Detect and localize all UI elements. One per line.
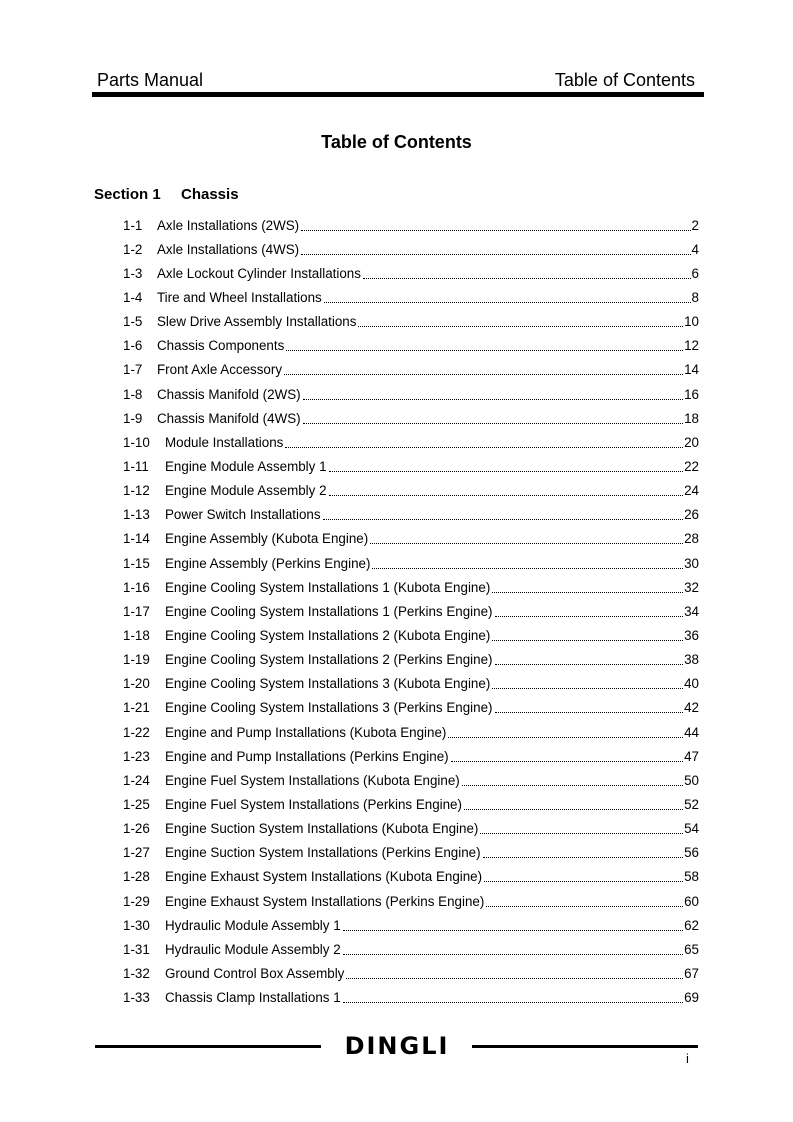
toc-entry[interactable] bbox=[123, 913, 699, 937]
toc-entry[interactable] bbox=[123, 961, 699, 985]
toc-entry-title: Front Axle Accessory bbox=[157, 362, 283, 378]
toc-entry[interactable] bbox=[123, 986, 699, 1010]
toc-entry-title: Chassis Manifold (4WS) bbox=[157, 410, 301, 426]
toc-entry-title: Engine Fuel System Installations (Kubota Engine) bbox=[165, 772, 460, 788]
toc-entry-title: Slew Drive Assembly Installations bbox=[157, 314, 357, 330]
toc-entry-page: 24 bbox=[684, 483, 699, 499]
toc-entry-page: 12 bbox=[684, 338, 699, 354]
toc-dot-leader bbox=[303, 389, 683, 400]
toc-entry[interactable] bbox=[123, 623, 699, 647]
toc-dot-leader bbox=[285, 437, 683, 448]
toc-dot-leader bbox=[495, 606, 684, 617]
toc-entry-page: 2 bbox=[691, 217, 699, 233]
toc-entry-number: 1-23 bbox=[123, 748, 150, 764]
toc-entry-page: 58 bbox=[684, 869, 699, 885]
toc-entry[interactable] bbox=[123, 406, 699, 430]
toc-dot-leader bbox=[492, 678, 683, 689]
toc-entry-page: 36 bbox=[684, 627, 699, 643]
toc-entry-number: 1-9 bbox=[123, 410, 143, 426]
toc-dot-leader bbox=[495, 654, 684, 665]
toc-entry[interactable] bbox=[123, 817, 699, 841]
toc-entry-title: Chassis Components bbox=[157, 338, 285, 354]
toc-entry-page: 44 bbox=[684, 724, 699, 740]
toc-entry-page: 40 bbox=[684, 676, 699, 692]
toc-entry-page: 10 bbox=[684, 314, 699, 330]
footer-divider-left bbox=[95, 1045, 321, 1048]
toc-entry[interactable] bbox=[123, 261, 699, 285]
toc-entry-page: 30 bbox=[684, 555, 699, 571]
toc-entry-page: 65 bbox=[684, 941, 699, 957]
toc-entry-page: 16 bbox=[684, 386, 699, 402]
toc-entry-page: 14 bbox=[684, 362, 699, 378]
toc-dot-leader bbox=[346, 968, 683, 979]
toc-dot-leader bbox=[486, 896, 683, 907]
toc-entry-number: 1-20 bbox=[123, 676, 150, 692]
toc-entry-page: 8 bbox=[691, 289, 699, 305]
toc-entry-number: 1-21 bbox=[123, 700, 150, 716]
toc-entry[interactable] bbox=[123, 575, 699, 599]
header-manual-title: Parts Manual bbox=[97, 70, 204, 90]
toc-dot-leader bbox=[303, 413, 683, 424]
toc-entry[interactable] bbox=[123, 382, 699, 406]
toc-entry[interactable] bbox=[123, 358, 699, 382]
toc-list bbox=[123, 213, 699, 1010]
toc-dot-leader bbox=[324, 292, 691, 303]
section-heading bbox=[94, 186, 239, 203]
toc-dot-leader bbox=[464, 799, 683, 810]
toc-entry-title: Engine Suction System Installations (Perkins Engine) bbox=[165, 845, 481, 861]
toc-entry-page: 34 bbox=[684, 603, 699, 619]
toc-entry-number: 1-29 bbox=[123, 893, 150, 909]
toc-entry-title: Chassis Clamp Installations 1 bbox=[165, 990, 341, 1006]
toc-entry-title: Ground Control Box Assembly bbox=[165, 965, 345, 981]
toc-entry-page: 50 bbox=[684, 772, 699, 788]
toc-entry[interactable] bbox=[123, 792, 699, 816]
toc-entry[interactable] bbox=[123, 696, 699, 720]
toc-entry[interactable] bbox=[123, 479, 699, 503]
toc-entry[interactable] bbox=[123, 744, 699, 768]
toc-entry[interactable] bbox=[123, 237, 699, 261]
toc-entry[interactable] bbox=[123, 334, 699, 358]
toc-dot-leader bbox=[451, 751, 683, 762]
toc-entry-page: 20 bbox=[684, 434, 699, 450]
toc-entry-number: 1-1 bbox=[123, 217, 143, 233]
toc-dot-leader bbox=[372, 558, 683, 569]
toc-dot-leader bbox=[301, 244, 690, 255]
toc-entry-number: 1-17 bbox=[123, 603, 150, 619]
toc-dot-leader bbox=[492, 630, 683, 641]
toc-entry-title: Engine Fuel System Installations (Perkins Engine) bbox=[165, 796, 462, 812]
toc-entry-number: 1-7 bbox=[123, 362, 143, 378]
toc-dot-leader bbox=[358, 316, 683, 327]
toc-dot-leader bbox=[284, 364, 683, 375]
toc-entry-title: Axle Installations (4WS) bbox=[157, 241, 300, 257]
toc-entry-title: Engine Cooling System Installations 1 (Kubota Engine) bbox=[165, 579, 491, 595]
toc-dot-leader bbox=[323, 509, 684, 520]
toc-entry-title: Axle Installations (2WS) bbox=[157, 217, 300, 233]
toc-dot-leader bbox=[301, 220, 690, 231]
toc-entry-page: 38 bbox=[684, 652, 699, 668]
toc-entry-page: 42 bbox=[684, 700, 699, 716]
toc-entry-page: 54 bbox=[684, 821, 699, 837]
toc-entry-number: 1-10 bbox=[123, 434, 150, 450]
page-title: Table of Contents bbox=[321, 132, 472, 152]
toc-entry-number: 1-18 bbox=[123, 627, 150, 643]
toc-dot-leader bbox=[329, 485, 684, 496]
toc-entry-title: Engine Assembly (Perkins Engine) bbox=[165, 555, 371, 571]
toc-entry-page: 22 bbox=[684, 458, 699, 474]
toc-entry-title: Axle Lockout Cylinder Installations bbox=[157, 265, 361, 281]
toc-entry-number: 1-15 bbox=[123, 555, 150, 571]
toc-dot-leader bbox=[329, 461, 684, 472]
header-divider bbox=[92, 92, 704, 97]
toc-dot-leader bbox=[343, 944, 683, 955]
toc-entry-title: Engine Cooling System Installations 2 (Perkins Engine) bbox=[165, 652, 493, 668]
toc-entry-page: 47 bbox=[684, 748, 699, 764]
toc-entry-number: 1-25 bbox=[123, 796, 150, 812]
toc-entry-page: 32 bbox=[684, 579, 699, 595]
toc-dot-leader bbox=[370, 533, 683, 544]
toc-entry-title: Engine Exhaust System Installations (Kubota Engine) bbox=[165, 869, 483, 885]
toc-entry[interactable] bbox=[123, 503, 699, 527]
toc-entry-title: Hydraulic Module Assembly 2 bbox=[165, 941, 341, 957]
toc-entry[interactable] bbox=[123, 720, 699, 744]
toc-dot-leader bbox=[343, 992, 683, 1003]
toc-entry-title: Engine Module Assembly 2 bbox=[165, 483, 327, 499]
header-section-title: Table of Contents bbox=[554, 70, 695, 90]
toc-entry[interactable] bbox=[123, 310, 699, 334]
toc-entry-number: 1-24 bbox=[123, 772, 150, 788]
toc-entry-title: Module Installations bbox=[165, 434, 284, 450]
toc-entry-number: 1-3 bbox=[123, 265, 143, 281]
footer-divider-right bbox=[472, 1045, 698, 1048]
toc-entry[interactable] bbox=[123, 841, 699, 865]
toc-entry-title: Engine Cooling System Installations 3 (Perkins Engine) bbox=[165, 700, 493, 716]
toc-dot-leader bbox=[343, 920, 683, 931]
toc-entry-title: Engine Assembly (Kubota Engine) bbox=[165, 531, 369, 547]
toc-entry[interactable] bbox=[123, 527, 699, 551]
toc-entry-number: 1-28 bbox=[123, 869, 150, 885]
toc-entry-page: 52 bbox=[684, 796, 699, 812]
toc-entry[interactable] bbox=[123, 213, 699, 237]
toc-entry-number: 1-6 bbox=[123, 338, 143, 354]
toc-entry-page: 56 bbox=[684, 845, 699, 861]
toc-entry[interactable] bbox=[123, 285, 699, 309]
toc-entry-page: 26 bbox=[684, 507, 699, 523]
toc-dot-leader bbox=[492, 582, 683, 593]
toc-entry-page: 60 bbox=[684, 893, 699, 909]
toc-entry-number: 1-8 bbox=[123, 386, 143, 402]
toc-entry[interactable] bbox=[123, 648, 699, 672]
toc-entry-page: 67 bbox=[684, 965, 699, 981]
toc-entry-number: 1-26 bbox=[123, 821, 150, 837]
toc-dot-leader bbox=[448, 727, 683, 738]
toc-entry[interactable] bbox=[123, 672, 699, 696]
toc-entry-title: Engine and Pump Installations (Perkins Engine) bbox=[165, 748, 449, 764]
section-name: Chassis bbox=[181, 186, 239, 203]
toc-entry[interactable] bbox=[123, 768, 699, 792]
toc-dot-leader bbox=[286, 340, 683, 351]
toc-entry[interactable] bbox=[123, 551, 699, 575]
toc-entry[interactable] bbox=[123, 937, 699, 961]
toc-dot-leader bbox=[495, 702, 684, 713]
toc-entry-number: 1-5 bbox=[123, 314, 143, 330]
toc-entry-number: 1-27 bbox=[123, 845, 150, 861]
toc-dot-leader bbox=[484, 871, 683, 882]
toc-entry-number: 1-16 bbox=[123, 579, 150, 595]
toc-entry-title: Chassis Manifold (2WS) bbox=[157, 386, 301, 402]
toc-entry-number: 1-30 bbox=[123, 917, 150, 933]
page-number: i bbox=[686, 1051, 689, 1066]
toc-entry-number: 1-4 bbox=[123, 289, 143, 305]
toc-entry-page: 4 bbox=[691, 241, 699, 257]
toc-entry-number: 1-32 bbox=[123, 965, 150, 981]
toc-entry[interactable] bbox=[123, 430, 699, 454]
toc-entry-number: 1-11 bbox=[123, 458, 149, 474]
toc-entry[interactable] bbox=[123, 865, 699, 889]
toc-entry-page: 28 bbox=[684, 531, 699, 547]
toc-entry-number: 1-19 bbox=[123, 652, 150, 668]
section-number: Section 1 bbox=[94, 186, 161, 203]
toc-entry-number: 1-12 bbox=[123, 483, 150, 499]
toc-entry-number: 1-13 bbox=[123, 507, 150, 523]
toc-dot-leader bbox=[363, 268, 691, 279]
toc-entry-page: 62 bbox=[684, 917, 699, 933]
toc-entry-number: 1-2 bbox=[123, 241, 143, 257]
toc-entry[interactable] bbox=[123, 454, 699, 478]
toc-entry-title: Engine and Pump Installations (Kubota Engine) bbox=[165, 724, 447, 740]
toc-entry-number: 1-33 bbox=[123, 990, 150, 1006]
toc-entry[interactable] bbox=[123, 599, 699, 623]
toc-dot-leader bbox=[462, 775, 683, 786]
toc-entry-title: Engine Exhaust System Installations (Perkins Engine) bbox=[165, 893, 485, 909]
toc-dot-leader bbox=[480, 823, 683, 834]
toc-entry-title: Power Switch Installations bbox=[165, 507, 321, 523]
toc-entry-number: 1-14 bbox=[123, 531, 150, 547]
toc-entry-title: Engine Cooling System Installations 1 (Perkins Engine) bbox=[165, 603, 493, 619]
toc-entry-number: 1-22 bbox=[123, 724, 150, 740]
page-header bbox=[95, 68, 704, 92]
toc-entry-title: Engine Cooling System Installations 2 (Kubota Engine) bbox=[165, 627, 491, 643]
toc-entry-title: Engine Module Assembly 1 bbox=[165, 458, 327, 474]
toc-entry-title: Tire and Wheel Installations bbox=[157, 289, 322, 305]
toc-entry-title: Hydraulic Module Assembly 1 bbox=[165, 917, 341, 933]
toc-entry-title: Engine Cooling System Installations 3 (Kubota Engine) bbox=[165, 676, 491, 692]
toc-entry-page: 18 bbox=[684, 410, 699, 426]
toc-entry-number: 1-31 bbox=[123, 941, 150, 957]
brand-logo: DINGLI bbox=[344, 1032, 450, 1060]
toc-entry-page: 6 bbox=[691, 265, 699, 281]
toc-entry[interactable] bbox=[123, 889, 699, 913]
toc-entry-title: Engine Suction System Installations (Kubota Engine) bbox=[165, 821, 479, 837]
toc-dot-leader bbox=[483, 847, 684, 858]
toc-entry-page: 69 bbox=[684, 990, 699, 1006]
